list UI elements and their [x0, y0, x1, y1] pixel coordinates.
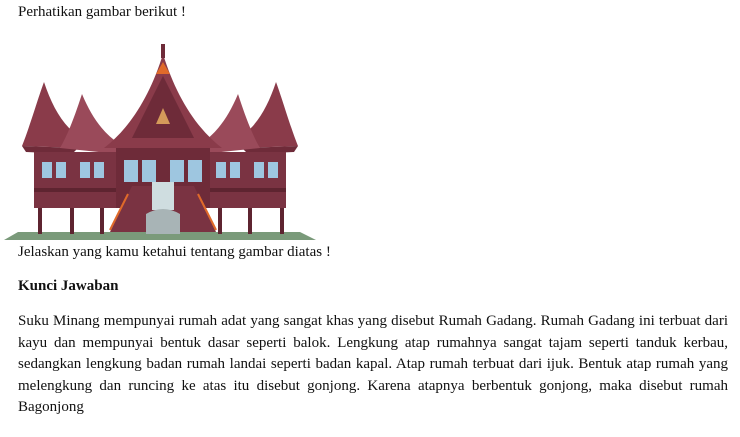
rumah-gadang-house-icon: [0, 36, 330, 246]
answer-heading: Kunci Jawaban: [18, 278, 119, 294]
intro-text: Perhatikan gambar berikut !: [18, 4, 186, 20]
question-text: Jelaskan yang kamu ketahui tentang gambar diatas !: [18, 244, 331, 260]
answer-paragraph: Suku Minang mempunyai rumah adat yang sangat khas yang disebut Rumah Gadang. Rumah Gadang ini terbuat dari kayu dan mempunyai bentuk dasar seperti balok. Lengkung atap rumahnya sangat tajam seperti tanduk kerbau, sedangkan lengkung badan rumah landai seperti badan kapal. Atap rumah terbuat dari ijuk. Bentuk atap rumah yang melengkung dan runcing ke atas itu disebut gonjong. Karena atapnya berbentuk gonjong, maka disebut rumah Bagonjong: [18, 313, 728, 415]
